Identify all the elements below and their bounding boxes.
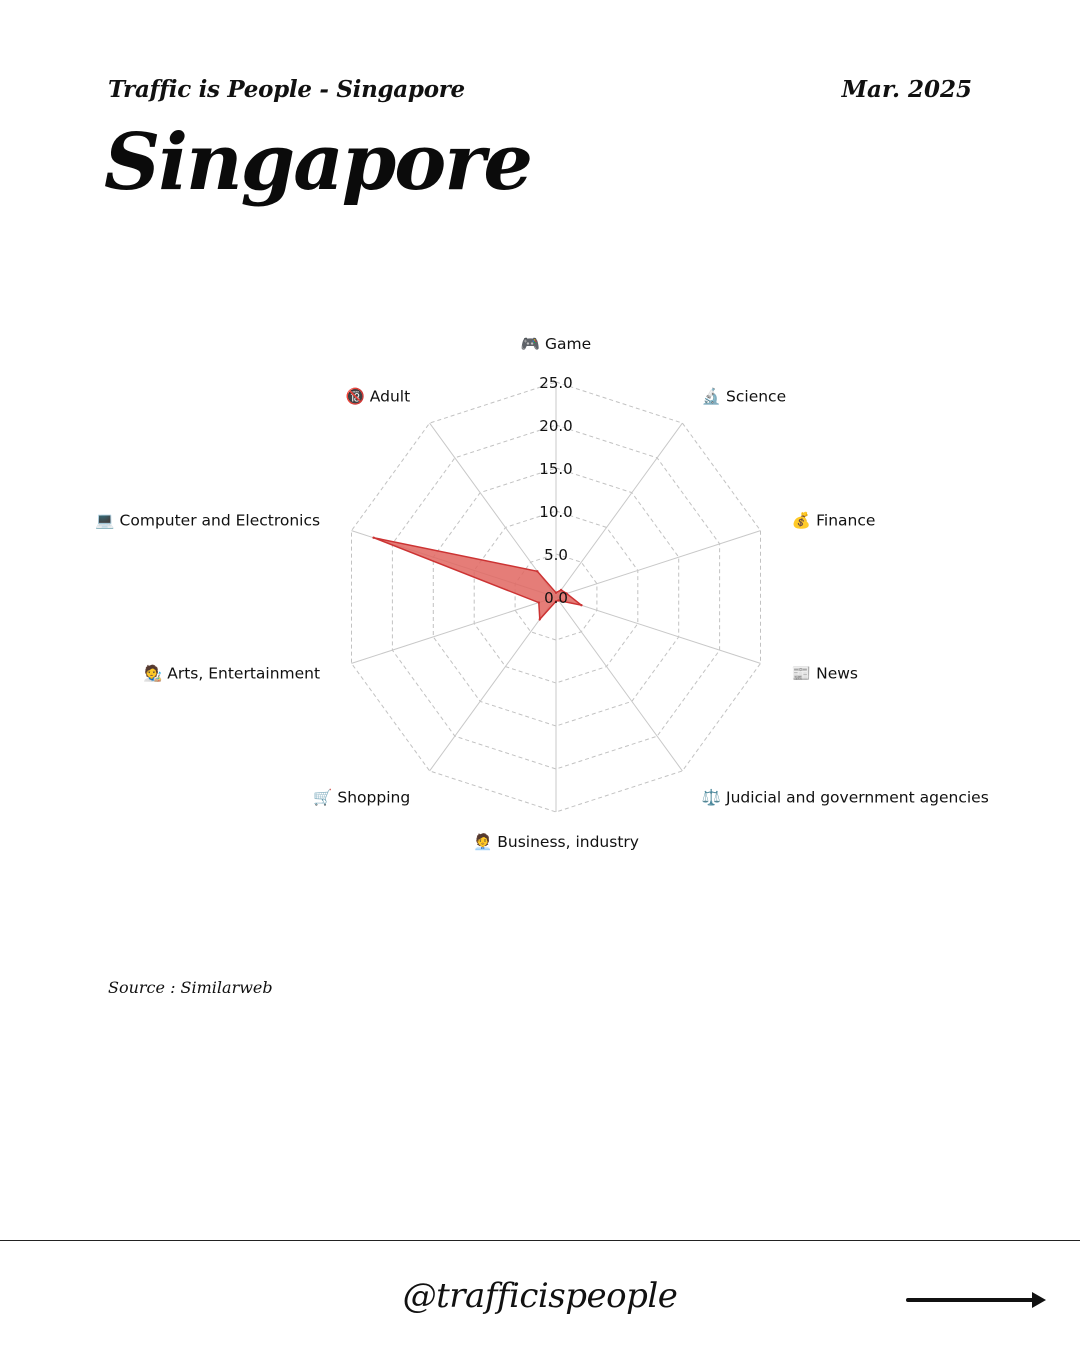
category-label-business-industry: 🧑‍💼 Business, industry [473, 833, 639, 851]
tick-label: 10.0 [539, 503, 573, 521]
source-note: Source : Similarweb [108, 978, 273, 997]
grid-spoke [352, 597, 557, 663]
category-label-computer-and-electronics: 💻 Computer and Electronics [95, 511, 321, 530]
category-label-finance: 💰 Finance [791, 511, 876, 530]
grid-spoke [556, 597, 761, 663]
next-arrow-icon[interactable] [906, 1288, 1048, 1312]
tick-label: 20.0 [539, 417, 573, 435]
category-label-judicial-and-government-agencies: ⚖️ Judicial and government agencies [701, 788, 989, 807]
tick-label: 0.0 [544, 589, 568, 607]
grid-spoke [556, 597, 682, 771]
series-title: Traffic is People - Singapore [108, 76, 465, 103]
tick-label: 25.0 [539, 374, 573, 392]
data-point-shopping [539, 618, 541, 620]
category-label-news: 📰 News [791, 664, 859, 683]
tick-label: 15.0 [539, 460, 573, 478]
data-point-news [580, 604, 582, 606]
footer-divider [0, 1240, 1080, 1241]
category-label-game: 🎮 Game [520, 335, 592, 353]
category-label-adult: 🔞 Adult [345, 387, 411, 406]
category-label-shopping: 🛒 Shopping [313, 788, 411, 807]
page-title: Singapore [104, 117, 532, 208]
grid-spoke [556, 423, 682, 597]
data-point-adult [536, 570, 538, 572]
social-handle: @trafficispeople [402, 1276, 678, 1316]
data-point-arts-entertainment [538, 601, 540, 603]
data-point-computer-and-electronics [372, 537, 374, 539]
publish-date: Mar. 2025 [841, 76, 972, 103]
tick-label: 5.0 [544, 546, 568, 564]
grid-spoke [430, 597, 556, 771]
category-label-science: 🔬 Science [701, 387, 787, 406]
category-label-arts-entertainment: 🧑‍🎨 Arts, Entertainment [143, 664, 321, 683]
grid-spoke [556, 531, 761, 597]
